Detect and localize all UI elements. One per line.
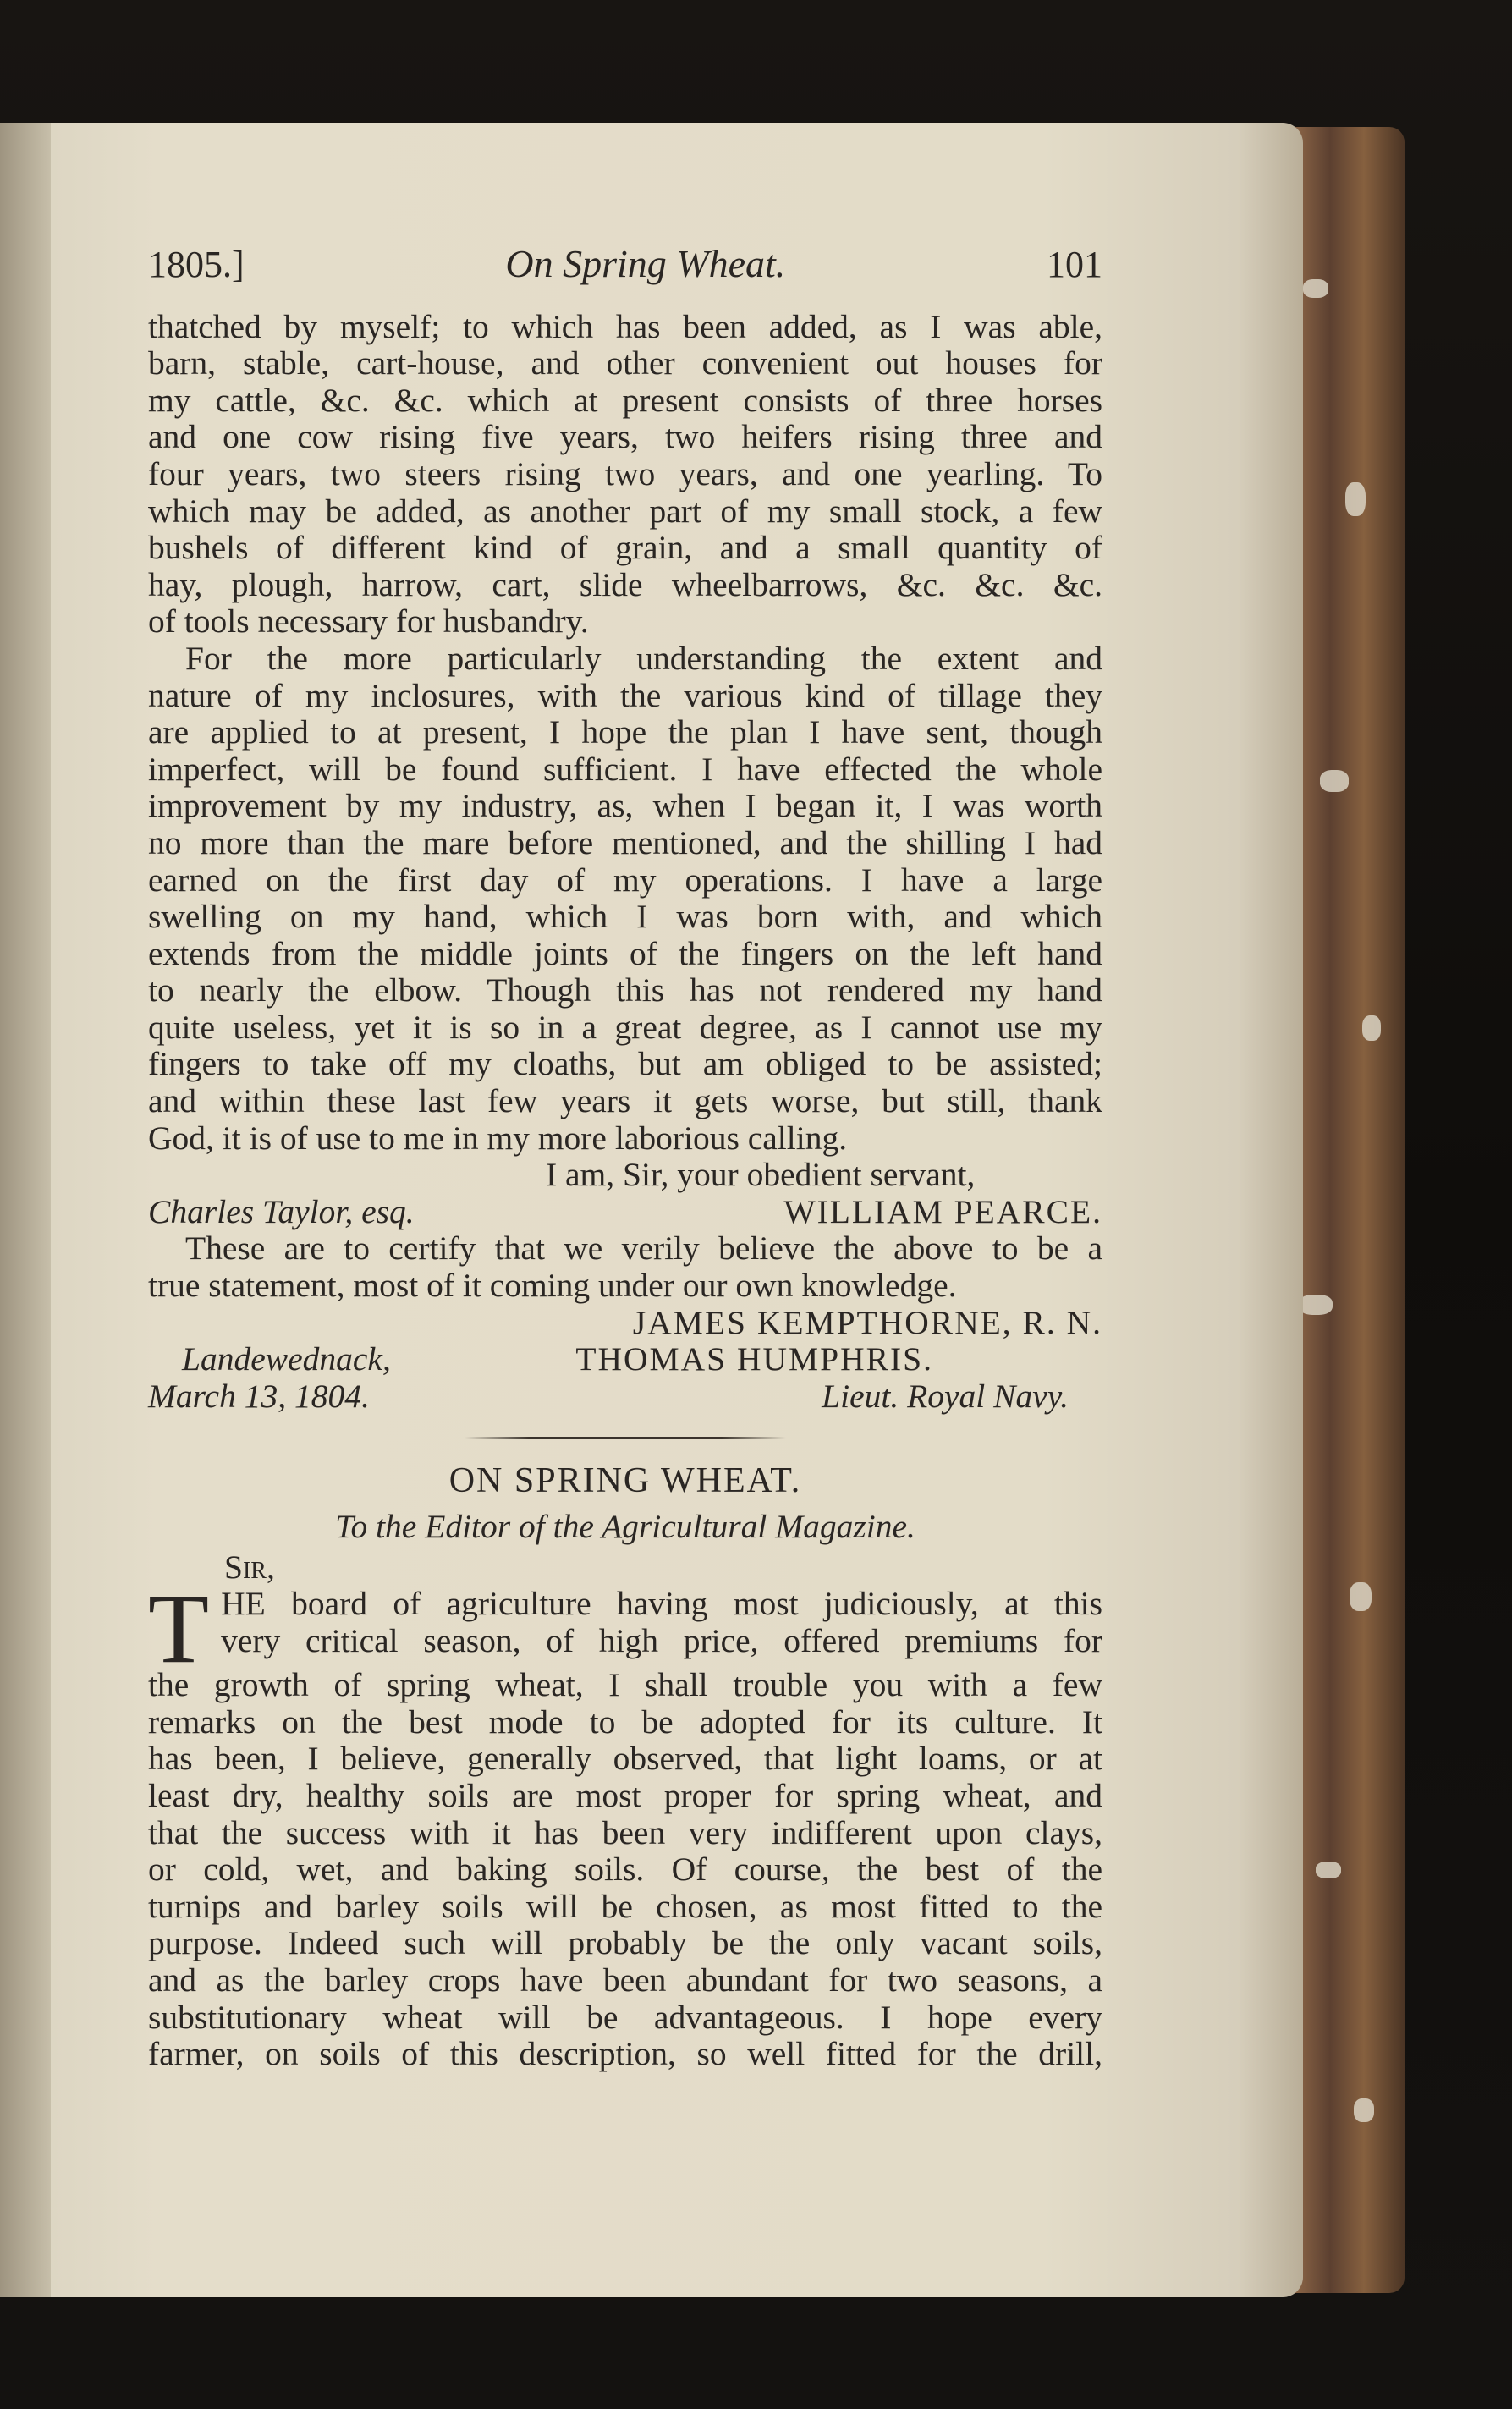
text-line: remarks on the best mode to be adopted for its culture. It [148, 1703, 1102, 1741]
text-line: swelling on my hand, which I was born with, and which [148, 899, 1102, 936]
text-line: nature of my inclosures, with the various kind of tillage they [148, 677, 1102, 714]
addressee: Charles Taylor, esq. [148, 1192, 415, 1230]
drop-cap: T [148, 1573, 210, 1685]
text-line: For the more particularly understanding the extent and [185, 640, 1102, 677]
witness-name-2: THOMAS HUMPHRIS. [575, 1340, 933, 1378]
text-line: farmer, on soils of this description, so well fitted for the drill, [148, 2036, 1102, 2073]
header-year: 1805.] [148, 244, 245, 285]
article-body [148, 1573, 1102, 2073]
text-line: to nearly the elbow. Though this has not rendered my hand [148, 972, 1102, 1009]
salutation: Sir, [224, 1548, 275, 1586]
text-line: has been, I believe, generally observed, that light loams, or at [148, 1741, 1102, 1778]
section-divider [465, 1437, 786, 1439]
rank: Lieut. Royal Navy. [822, 1377, 1069, 1415]
text-line: bushels of different kind of grain, and a small quantity of [148, 530, 1102, 567]
text-line: are applied to at present, I hope the plan I have sent, though [148, 714, 1102, 751]
place: Landewednack, [182, 1340, 391, 1378]
text-line: quite useless, yet it is so in a great degree, as I cannot use my [148, 1009, 1102, 1046]
page-text [148, 242, 1102, 2073]
page-gutter [0, 123, 51, 2297]
text-line: God, it is of use to me in my more laborious calling. [148, 1119, 848, 1157]
text-line: extends from the middle joints of the fingers on the left hand [148, 935, 1102, 972]
witness-name-1: JAMES KEMPTHORNE, R. N. [632, 1303, 1102, 1341]
text-line: improvement by my industry, as, when I began it, I was worth [148, 788, 1102, 825]
text-line: and as the barley crops have been abundant for two seasons, a [148, 1961, 1102, 1999]
date: March 13, 1804. [148, 1377, 370, 1415]
text-line: or cold, wet, and baking soils. Of course, the best of the [148, 1851, 1102, 1889]
text-line: fingers to take off my cloaths, but am obliged to be assisted; [148, 1046, 1102, 1083]
letter-paragraph-1 [148, 309, 1102, 641]
witness-row-2 [148, 1341, 1102, 1378]
text-line: thatched by myself; to which has been added, as I was able, [148, 308, 1102, 345]
text-line: least dry, healthy soils are most proper for spring wheat, and [148, 1777, 1102, 1814]
header-title: On Spring Wheat. [505, 242, 786, 285]
text-line: imperfect, will be found sufficient. I have effected the whole [148, 751, 1102, 788]
text-line: and one cow rising five years, two heifers rising three and [148, 419, 1102, 456]
text-line: HE board of agriculture having most judiciously, at this [221, 1586, 1102, 1623]
text-line: substitutionary wheat will be advantageous. I hope every [148, 1999, 1102, 2036]
text-line: which may be added, as another part of my small stock, a few [148, 492, 1102, 530]
witness-row-1 [148, 1305, 1102, 1342]
signature-row [148, 1194, 1102, 1231]
text-line: and within these last few years it gets worse, but still, thank [148, 1083, 1102, 1120]
text-line: purpose. Indeed such will probably be the only vacant soils, [148, 1925, 1102, 1962]
text-line: turnips and barley soils will be chosen, as most fitted to the [148, 1888, 1102, 1925]
certification [148, 1230, 1102, 1304]
text-line: barn, stable, cart-house, and other convenient out houses for [148, 345, 1102, 382]
signature: WILLIAM PEARCE. [783, 1192, 1102, 1230]
text-line: earned on the first day of my operations. I have a large [148, 861, 1102, 899]
to-editor: To the Editor of the Agricultural Magazine. [335, 1509, 915, 1545]
running-header [148, 242, 1102, 285]
text-line: that the success with it has been very indifferent upon clays, [148, 1814, 1102, 1851]
text-line: of tools necessary for husbandry. [148, 603, 589, 641]
text-line: no more than the mare before mentioned, and the shilling I had [148, 824, 1102, 861]
letter-paragraph-2 [148, 641, 1102, 1157]
text-line: true statement, most of it coming under our own knowledge. [148, 1268, 957, 1305]
text-line: very critical season, of high price, offered premiums for [221, 1622, 1102, 1659]
text-line: four years, two steers rising two years, and one yearling. To [148, 455, 1102, 492]
text-line: These are to certify that we verily believe the above to be a [185, 1230, 1102, 1268]
text-line: hay, plough, harrow, cart, slide wheelbarrows, &c. &c. &c. [148, 566, 1102, 603]
text-line: my cattle, &c. &c. which at present consists of three horses [148, 382, 1102, 419]
text-line: the growth of spring wheat, I shall trouble you with a few [148, 1667, 1102, 1704]
witness-row-3 [148, 1378, 1102, 1416]
article-title: ON SPRING WHEAT. [448, 1461, 802, 1501]
page-number: 101 [1046, 244, 1102, 285]
letter-closing: I am, Sir, your obedient servant, [546, 1157, 976, 1194]
